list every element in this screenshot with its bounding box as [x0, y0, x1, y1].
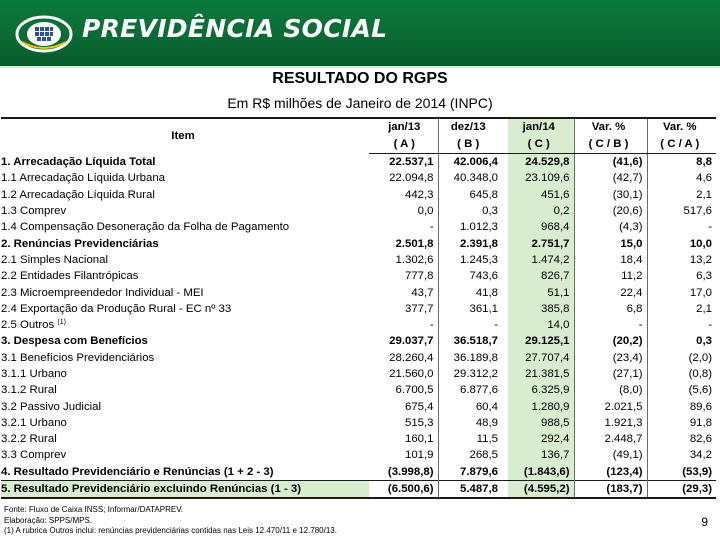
row-item-cell: [1, 187, 369, 203]
var-cb: (30,1): [574, 187, 647, 203]
table-body: [1, 154, 716, 499]
var-ca: 82,6: [647, 431, 716, 447]
row-item-cell: [1, 350, 369, 366]
row-item-label: 3.1.2 Rural: [1, 384, 57, 397]
value-b: 36.189,8: [438, 350, 502, 366]
row-item-cell: [1, 366, 369, 382]
value-c: (4.595,2): [508, 480, 574, 498]
column-subheader-cb: ( C / B ): [574, 136, 647, 154]
row-item-label: 4. Resultado Previdenciário e Renúncias (1 + 2 - 3): [1, 465, 274, 478]
value-a: 1.302,6: [395, 253, 434, 266]
value-b: 60,4: [438, 398, 502, 414]
value-c: 51,1: [508, 284, 574, 300]
column-subheader-ca: ( C / A ): [647, 136, 716, 154]
value-b: 361,1: [438, 301, 502, 317]
row-item-cell: [1, 203, 369, 219]
table-row: [1, 235, 716, 251]
column-subheader-c: ( C ): [508, 136, 574, 154]
value-b: 1.245,3: [438, 252, 502, 268]
table-row: [1, 284, 716, 300]
value-c: 14,0: [508, 317, 574, 333]
value-b: 11,5: [438, 431, 502, 447]
row-item-cell: [1, 398, 369, 414]
var-cb: (4,3): [574, 219, 647, 235]
column-header-jan13: jan/13: [375, 118, 438, 136]
header-divider: [0, 66, 720, 68]
value-b: 645,8: [438, 187, 502, 203]
column-header-var-cb: Var. %: [574, 118, 647, 136]
column-subheader-a: ( A ): [375, 136, 438, 154]
var-cb: (27,1): [574, 366, 647, 382]
var-ca: 2,1: [647, 187, 716, 203]
row-item-cell: [1, 382, 369, 398]
value-a: -: [429, 319, 434, 332]
row-item-label: 1.4 Compensação Desoneração da Folha de Pagamento: [1, 221, 290, 234]
value-c: 988,5: [508, 415, 574, 431]
row-item-label: 5. Resultado Previdenciário excluindo Renúncias (1 - 3): [1, 483, 302, 496]
column-header-var-ca: Var. %: [647, 118, 716, 136]
row-item-cell: [1, 154, 369, 171]
var-cb: 1.921,3: [574, 415, 647, 431]
value-c: 136,7: [508, 447, 574, 463]
value-b: -: [438, 317, 502, 333]
var-cb: (123,4): [574, 464, 647, 481]
value-c: 6.325,9: [508, 382, 574, 398]
value-b: 743,6: [438, 268, 502, 284]
row-item-label: 2.3 Microempreendedor Individual - MEI: [1, 286, 204, 299]
table-row: [1, 366, 716, 382]
value-c: 826,7: [508, 268, 574, 284]
value-a: 442,3: [404, 188, 434, 201]
footer-elaboration: Elaboração: SPPS/MPS.: [4, 515, 93, 525]
table-row: [1, 187, 716, 203]
var-ca: (53,9): [647, 464, 716, 481]
row-item-cell: [1, 317, 369, 333]
row-item-label: 1. Arrecadação Líquida Total: [1, 155, 156, 168]
var-cb: 6,8: [574, 301, 647, 317]
column-header-dez13: dez/13: [438, 118, 502, 136]
value-a: 0,0: [417, 205, 434, 218]
value-b: 42.006,4: [438, 154, 502, 171]
value-c: 21.381,5: [508, 366, 574, 382]
value-c: 24.529,8: [508, 154, 574, 171]
row-item-cell: [1, 301, 369, 317]
row-item-cell: [1, 170, 369, 186]
var-ca: -: [647, 317, 716, 333]
var-cb: 18,4: [574, 252, 647, 268]
footer-notes: [4, 505, 337, 537]
value-b: 5.487,8: [438, 480, 502, 498]
var-cb: 2.021,5: [574, 398, 647, 414]
table-row: [1, 464, 716, 481]
column-header-item: Item: [1, 118, 369, 154]
table-row: [1, 219, 716, 235]
value-b: 40.348,0: [438, 170, 502, 186]
table-row: [1, 398, 716, 414]
value-c: 968,4: [508, 219, 574, 235]
value-c: 385,8: [508, 301, 574, 317]
var-ca: -: [647, 219, 716, 235]
table-row: [1, 301, 716, 317]
var-cb: 11,2: [574, 268, 647, 284]
row-item-cell: [1, 252, 369, 268]
var-cb: 2.448,7: [574, 431, 647, 447]
value-c: 29.125,1: [508, 333, 574, 349]
table-row: [1, 268, 716, 284]
value-a: 777,8: [404, 270, 434, 283]
footnote-marker: (1): [57, 319, 66, 327]
value-a: 160,1: [404, 433, 434, 446]
var-ca: (29,3): [647, 480, 716, 498]
value-b: 36.518,7: [438, 333, 502, 349]
row-item-label: 2.1 Simples Nacional: [1, 253, 108, 266]
var-cb: (8,0): [574, 382, 647, 398]
table-row: [1, 170, 716, 186]
var-ca: 6,3: [647, 268, 716, 284]
value-a: 22.537,1: [389, 156, 434, 169]
var-ca: 10,0: [647, 235, 716, 251]
value-c: 2.751,7: [508, 235, 574, 251]
row-item-cell: [1, 268, 369, 284]
value-a: 22.094,8: [389, 172, 434, 185]
page-number: 9: [701, 515, 708, 529]
var-cb: (49,1): [574, 447, 647, 463]
value-a: 377,7: [404, 302, 434, 315]
value-c: 292,4: [508, 431, 574, 447]
value-a: 6.700,5: [395, 384, 434, 397]
row-item-cell: [1, 480, 369, 498]
var-cb: (183,7): [574, 480, 647, 498]
row-item-cell: [1, 235, 369, 251]
row-item-label: 3.3 Comprev: [1, 449, 67, 462]
value-a: 28.260,4: [389, 351, 434, 364]
previdencia-logo-icon: [14, 14, 74, 54]
row-item-label: 3.2.2 Rural: [1, 433, 57, 446]
var-ca: 0,3: [647, 333, 716, 349]
value-c: 451,6: [508, 187, 574, 203]
row-item-label: 3. Despesa com Benefícios: [1, 335, 148, 348]
row-item-cell: [1, 219, 369, 235]
column-header-jan14: jan/14: [508, 118, 574, 136]
results-table: [1, 117, 716, 499]
row-item-label: 2.2 Entidades Filantrópicas: [1, 270, 139, 283]
row-item-cell: [1, 333, 369, 349]
value-a: 101,9: [404, 449, 434, 462]
value-c: 1.280,9: [508, 398, 574, 414]
value-a: -: [429, 221, 434, 234]
table-row: [1, 350, 716, 366]
value-a: 21.560,0: [389, 368, 434, 380]
row-item-label: 2. Renúncias Previdenciárias: [1, 237, 159, 250]
value-c: 1.474,2: [508, 252, 574, 268]
var-ca: 34,2: [647, 447, 716, 463]
value-b: 6.877,6: [438, 382, 502, 398]
var-ca: (0,8): [647, 366, 716, 382]
brand-title: PREVIDÊNCIA SOCIAL: [82, 14, 388, 43]
var-ca: 13,2: [647, 252, 716, 268]
var-ca: 4,6: [647, 170, 716, 186]
table-row: [1, 203, 716, 219]
var-cb: 15,0: [574, 235, 647, 251]
table-row: [1, 317, 716, 333]
value-b: 268,5: [438, 447, 502, 463]
footer-source: Fonte: Fluxo de Caixa INSS; Informar/DATAPREV.: [4, 505, 184, 514]
row-item-label: 3.1 Benefícios Previdenciários: [1, 351, 155, 364]
value-c: 23.109,6: [508, 170, 574, 186]
var-cb: (20,6): [574, 203, 647, 219]
var-cb: (23,4): [574, 350, 647, 366]
value-a: 2.501,8: [395, 237, 434, 250]
var-ca: 89,6: [647, 398, 716, 414]
value-c: (1.843,6): [508, 464, 574, 481]
value-b: 1.012,3: [438, 219, 502, 235]
var-cb: (42,7): [574, 170, 647, 186]
var-ca: 91,8: [647, 415, 716, 431]
value-a: 515,3: [404, 416, 434, 429]
row-item-label: 3.1.1 Urbano: [1, 368, 67, 380]
var-cb: (20,2): [574, 333, 647, 349]
row-item-cell: [1, 464, 369, 481]
row-item-label: 2.4 Exportação da Produção Rural - EC nº 33: [1, 302, 232, 315]
var-cb: 22,4: [574, 284, 647, 300]
value-c: 0,2: [508, 203, 574, 219]
value-b: 48,9: [438, 415, 502, 431]
page-subtitle: Em R$ milhões de Janeiro de 2014 (INPC): [227, 95, 493, 111]
var-ca: 8,8: [647, 154, 716, 171]
var-ca: (5,6): [647, 382, 716, 398]
value-a: (3.998,8): [387, 465, 434, 478]
row-item-label: 1.1 Arrecadação Líquida Urbana: [1, 172, 166, 185]
var-cb: -: [574, 317, 647, 333]
value-a: 43,7: [411, 286, 434, 299]
table-row: [1, 154, 716, 171]
var-ca: 2,1: [647, 301, 716, 317]
var-cb: (41,6): [574, 154, 647, 171]
table-row: [1, 415, 716, 431]
value-c: 27.707,4: [508, 350, 574, 366]
table-row: [1, 382, 716, 398]
var-ca: (2,0): [647, 350, 716, 366]
row-item-cell: [1, 415, 369, 431]
footer-note: (1) A rubrica Outros inclui: renúncias previdenciárias contidas nas Leis 12.470/11 e 12.780/13.: [4, 526, 337, 535]
value-b: 0,3: [438, 203, 502, 219]
value-b: 7.879,6: [438, 464, 502, 481]
var-ca: 517,6: [647, 203, 716, 219]
row-item-cell: [1, 447, 369, 463]
row-item-label: 2.5 Outros: [1, 319, 55, 332]
value-a: (6.500,6): [375, 480, 438, 498]
header-row-top: [1, 118, 716, 136]
table-row: [1, 431, 716, 447]
var-ca: 17,0: [647, 284, 716, 300]
row-item-label: 3.2 Passivo Judicial: [1, 400, 102, 413]
table-row: [1, 333, 716, 349]
value-a: 29.037,7: [389, 335, 434, 348]
row-item-cell: [1, 431, 369, 447]
row-item-label: 3.2.1 Urbano: [1, 416, 67, 429]
table-row: [1, 480, 716, 498]
row-item-label: 1.3 Comprev: [1, 205, 67, 218]
page-title: RESULTADO DO RGPS: [272, 70, 448, 87]
value-b: 2.391,8: [438, 235, 502, 251]
table-row: [1, 252, 716, 268]
table-row: [1, 447, 716, 463]
value-a: 675,4: [404, 400, 434, 413]
row-item-label: 1.2 Arrecadação Líquida Rural: [1, 188, 155, 201]
value-b: 29.312,2: [438, 366, 502, 382]
column-subheader-b: ( B ): [438, 136, 502, 154]
value-b: 41,8: [438, 284, 502, 300]
row-item-cell: [1, 284, 369, 300]
